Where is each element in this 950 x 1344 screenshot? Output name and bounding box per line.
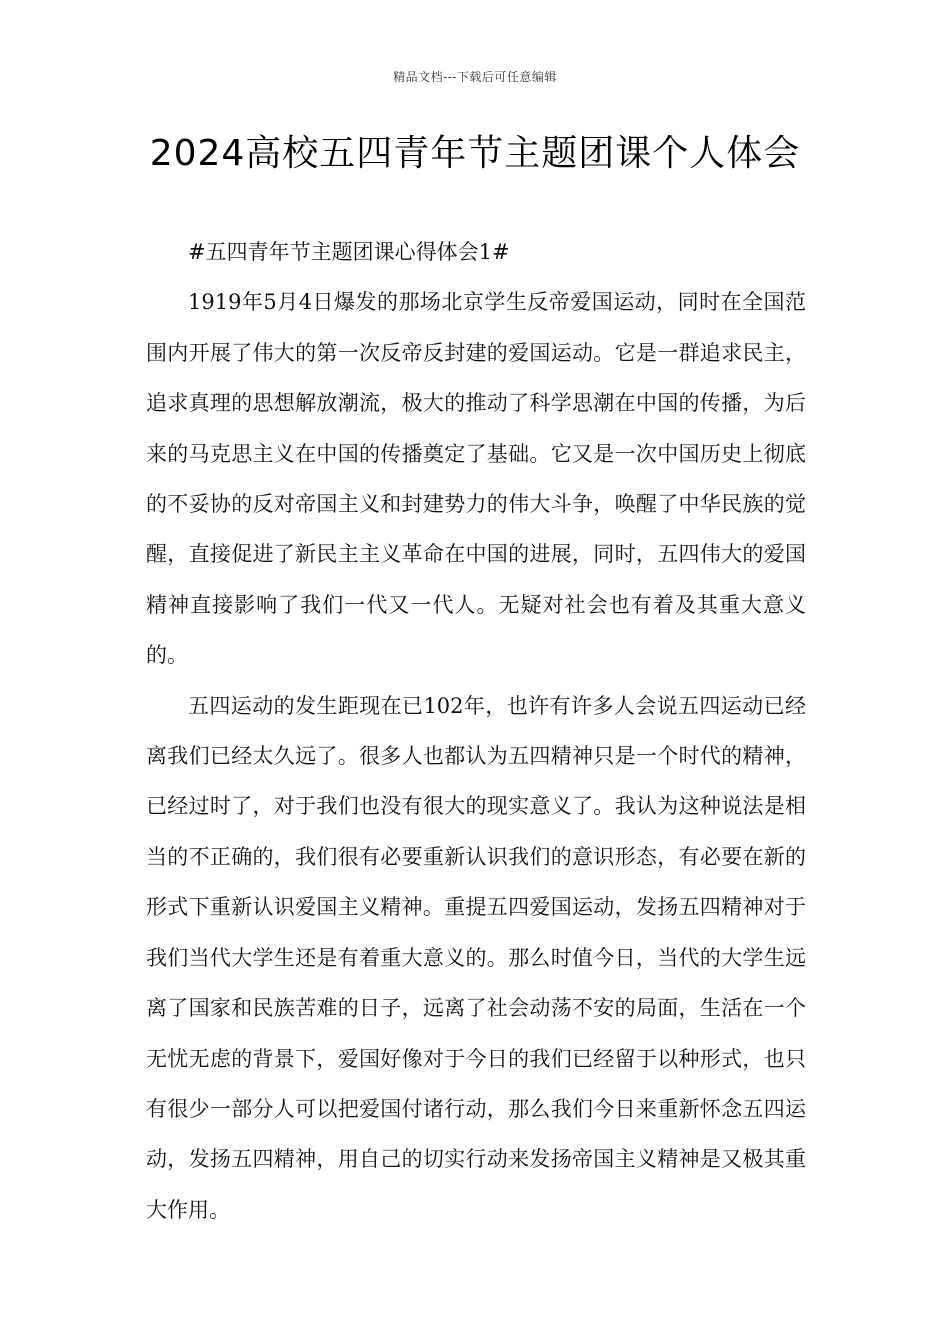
document-body <box>146 227 806 1235</box>
body-paragraph-2: 五四运动的发生距现在已102年，也许有许多人会说五四运动已经离我们已经太久远了。很多人也都认为五四精神只是一个时代的精神，已经过时了，对于我们也没有很大的现实意义了。我认为这种说法是相当的不正确的，我们很有必要重新认识我们的意识形态，有必要在新的形式下重新认识爱国主义精神。重提五四爱国运动，发扬五四精神对于我们当代大学生还是有着重大意义的。那么时值今日，当代的大学生远离了国家和民族苦难的日子，远离了社会动荡不安的局面，生活在一个无忧无虑的背景下，爱国好像对于今日的我们已经留于以种形式，也只有很少一部分人可以把爱国付诸行动，那么我们今日来重新怀念五四运动，发扬五四精神，用自己的切实行动来发扬帝国主义精神是又极其重大作用。 <box>146 693 806 1222</box>
document-title: 2024高校五四青年节主题团课个人体会 <box>149 133 801 174</box>
body-paragraph-1: 1919年5月4日爆发的那场北京学生反帝爱国运动，同时在全国范围内开展了伟大的第一次反帝反封建的爱国运动。它是一群追求民主，追求真理的思想解放潮流，极大的推动了科学思潮在中国的传播，为后来的马克思主义在中国的传播奠定了基础。它又是一次中国历史上彻底的不妥协的反对帝国主义和封建势力的伟大斗争，唤醒了中华民族的觉醒，直接促进了新民主主义革命在中国的进展，同时，五四伟大的爱国精神直接影响了我们一代又一代人。无疑对社会也有着及其重大意义的。 <box>146 290 806 668</box>
header-note: 精品文档---下载后可任意编辑 <box>393 70 557 84</box>
section-subheading: #五四青年节主题团课心得体会1# <box>188 240 510 264</box>
